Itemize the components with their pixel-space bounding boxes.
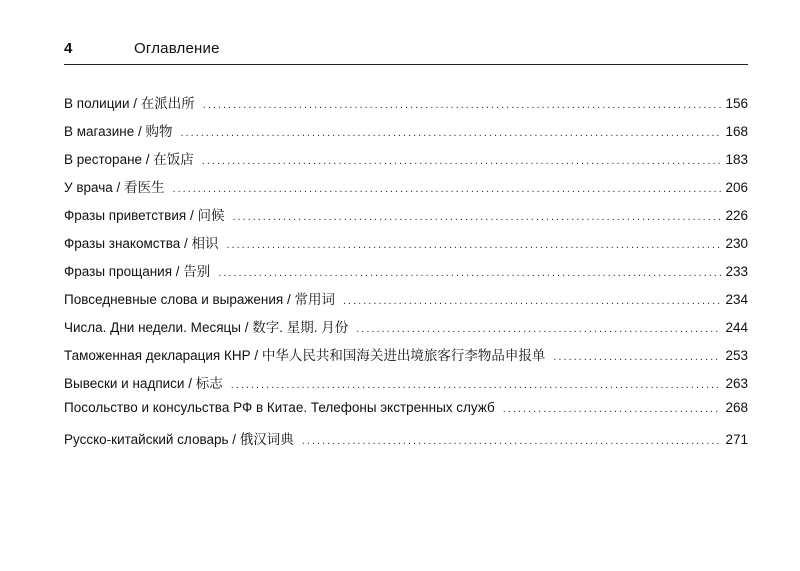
toc-entry[interactable] xyxy=(64,316,748,344)
toc-leader-dots xyxy=(553,351,721,363)
table-of-contents xyxy=(64,92,748,456)
toc-leader-dots xyxy=(231,379,722,391)
toc-entry-page: 168 xyxy=(725,124,748,139)
toc-leader-dots xyxy=(356,323,721,335)
page-header xyxy=(64,38,748,65)
toc-leader-dots xyxy=(173,183,722,195)
toc-entry-label: Повседневные слова и выражения / 常用词 xyxy=(64,292,335,307)
toc-entry-label: Фразы знакомства / 相识 xyxy=(64,236,219,251)
toc-entry[interactable] xyxy=(64,372,748,400)
toc-entry[interactable] xyxy=(64,344,748,372)
page-title: Оглавление xyxy=(134,40,220,57)
toc-entry-page: 263 xyxy=(725,376,748,391)
toc-entry[interactable] xyxy=(64,92,748,120)
toc-entry-label: Фразы прощания / 告别 xyxy=(64,264,211,279)
toc-entry-label: Вывески и надписи / 标志 xyxy=(64,376,223,391)
toc-entry[interactable] xyxy=(64,428,748,456)
toc-entry-label: Таможенная декларация КНР / 中华人民共和国海关进出境旅客行李物品申报单 xyxy=(64,348,546,363)
toc-entry[interactable] xyxy=(64,232,748,260)
toc-entry[interactable] xyxy=(64,148,748,176)
toc-leader-dots xyxy=(302,435,722,447)
toc-leader-dots xyxy=(180,127,721,139)
toc-entry-page: 234 xyxy=(725,292,748,307)
toc-leader-dots xyxy=(218,267,721,279)
toc-entry-label: Посольство и консульства РФ в Китае. Телефоны экстренных служб xyxy=(64,400,495,415)
toc-entry-label: Фразы приветствия / 问候 xyxy=(64,208,225,223)
toc-leader-dots xyxy=(343,295,721,307)
toc-entry-label: Числа. Дни недели. Месяцы / 数字. 星期. 月份 xyxy=(64,320,349,335)
toc-entry-label: Русско-китайский словарь / 俄汉词典 xyxy=(64,432,294,447)
toc-entry-label: У врача / 看医生 xyxy=(64,180,165,195)
toc-entry-page: 183 xyxy=(725,152,748,167)
toc-entry-page: 244 xyxy=(725,320,748,335)
toc-entry-page: 233 xyxy=(725,264,748,279)
toc-entry-label: В полиции / 在派出所 xyxy=(64,96,195,111)
toc-leader-dots xyxy=(227,239,722,251)
toc-leader-dots xyxy=(232,211,721,223)
toc-entry[interactable] xyxy=(64,204,748,232)
toc-entry-page: 206 xyxy=(725,180,748,195)
toc-entry[interactable] xyxy=(64,260,748,288)
toc-entry-page: 253 xyxy=(725,348,748,363)
toc-leader-dots xyxy=(503,403,722,415)
toc-entry-page: 226 xyxy=(725,208,748,223)
toc-entry-page: 230 xyxy=(725,236,748,251)
toc-entry[interactable] xyxy=(64,400,748,428)
toc-entry-page: 268 xyxy=(725,400,748,415)
toc-entry[interactable] xyxy=(64,288,748,316)
toc-entry[interactable] xyxy=(64,120,748,148)
toc-leader-dots xyxy=(203,99,722,111)
page-number: 4 xyxy=(64,40,73,57)
toc-entry-label: В ресторане / 在饭店 xyxy=(64,152,194,167)
toc-entry[interactable] xyxy=(64,176,748,204)
toc-entry-page: 156 xyxy=(725,96,748,111)
toc-leader-dots xyxy=(202,155,722,167)
toc-entry-page: 271 xyxy=(725,432,748,447)
toc-entry-label: В магазине / 购物 xyxy=(64,124,173,139)
